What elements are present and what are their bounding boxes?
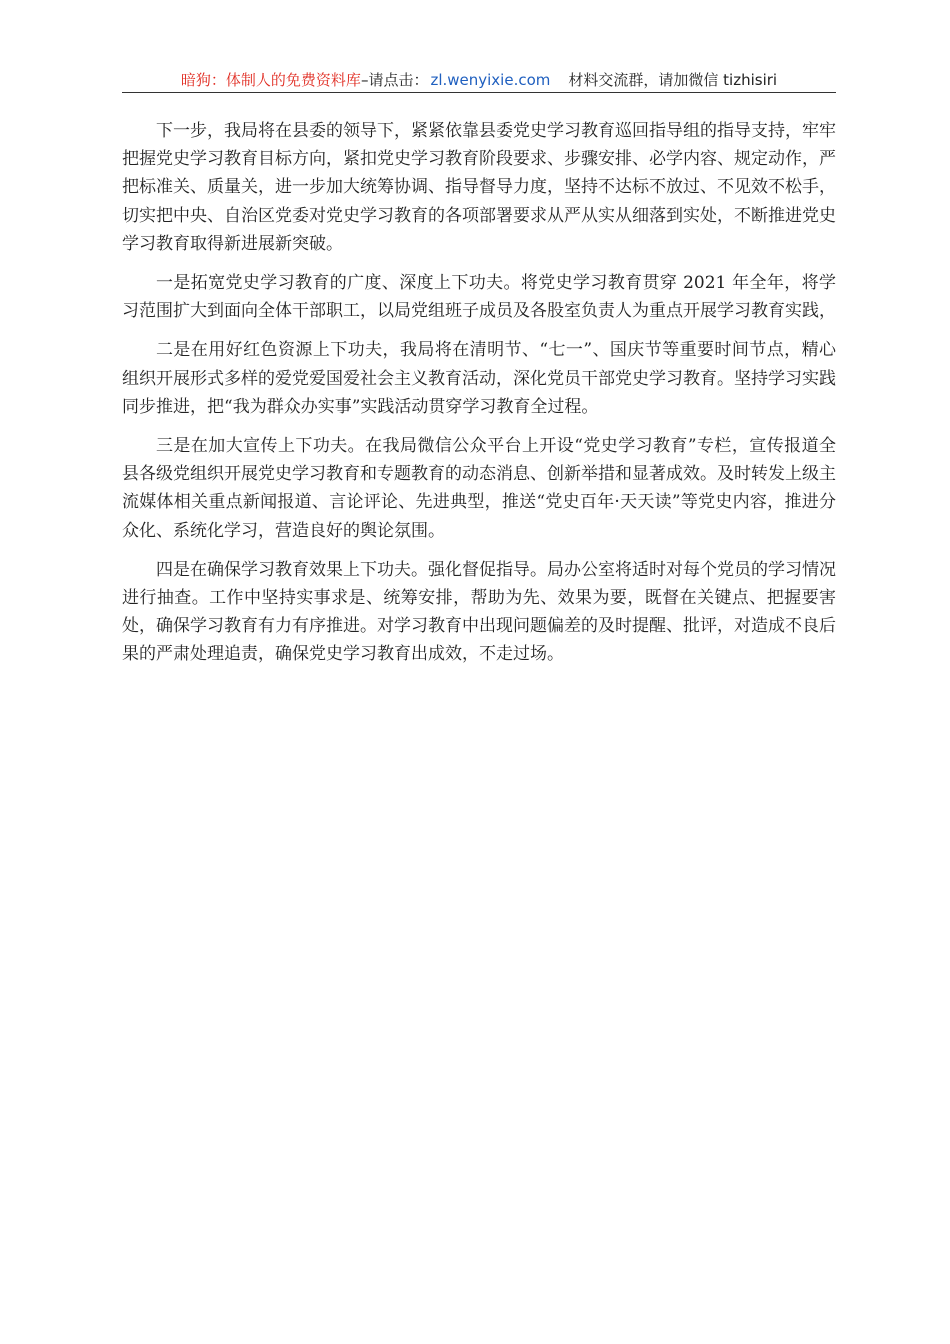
header-prompt: –请点击： [360, 71, 429, 89]
paragraph-point-three: 三是在加大宣传上下功夫。在我局微信公众平台上开设“党史学习教育”专栏，宣传报道全县各级党组织开展党史学习教育和专题教育的动态消息、创新举措和显著成效。及时转发上级主流媒体相关重点新闻报道、言论评论、先进典型，推送“党史百年·天天读”等党史内容，推进分众化、系统化学习，营造良好的舆论氛围。 [122, 436, 836, 541]
paragraph-point-two: 二是在用好红色资源上下功夫，我局将在清明节、“七一”、国庆节等重要时间节点，精心组织开展形式多样的爱党爱国爱社会主义教育活动，深化党员干部党史学习教育。坚持学习实践同步推进，把“我为群众办实事”实践活动贯穿学习教育全过程。 [122, 340, 836, 417]
header-contact: 材料交流群，请加微信 tizhisiri [568, 71, 778, 89]
page-header [122, 70, 836, 93]
paragraph-point-four: 四是在确保学习教育效果上下功夫。强化督促指导。局办公室将适时对每个党员的学习情况进行抽查。工作中坚持实事求是、统筹安排，帮助为先、效果为要，既督在关键点、把握要害处，确保学习教育有力有序推进。对学习教育中出现问题偏差的及时提醒、批评，对造成不良后果的严肃处理追责，确保党史学习教育出成效，不走过场。 [122, 559, 836, 665]
header-link[interactable]: zl.wenyixie.com [430, 71, 551, 89]
document-body [122, 117, 836, 680]
paragraph-next-step: 下一步，我局将在县委的领导下，紧紧依靠县委党史学习教育巡回指导组的指导支持，牢牢把握党史学习教育目标方向，紧扣党史学习教育阶段要求、步骤安排、必学内容、规定动作，严把标准关、质量关，进一步加大统筹协调、指导督导力度，坚持不达标不放过、不见效不松手，切实把中央、自治区党委对党史学习教育的各项部署要求从严从实从细落到实处，不断推进党史学习教育取得新进展新突破。 [122, 121, 836, 254]
header-brand: 暗狗：体制人的免费资料库 [180, 71, 361, 89]
paragraph-point-one: 一是拓宽党史学习教育的广度、深度上下功夫。将党史学习教育贯穿 2021 年全年，将学习范围扩大到面向全体干部职工，以局党组班子成员及各股室负责人为重点开展学习教育实践， [122, 273, 836, 322]
